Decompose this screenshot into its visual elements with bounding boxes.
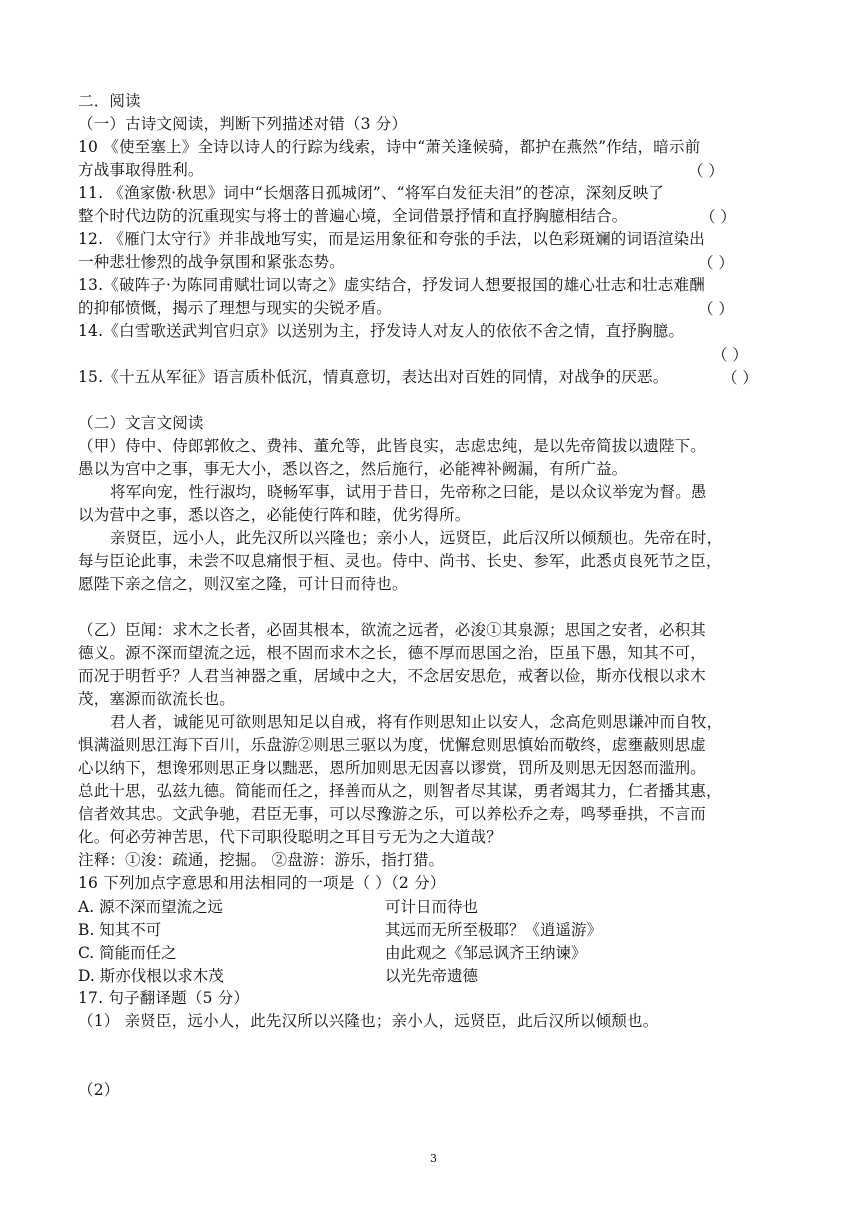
page-number: 3 [430,1152,437,1165]
passage-jia-line3: 将军向宠，性行淑均，晓畅军事，试用于昔日，先帝称之曰能，是以众议举宠为督。愚 [110,483,707,501]
q14-answer-blank[interactable]: （ ） [712,346,748,364]
passage-yi-line3: 而况于明哲乎？人君当神器之重，居域中之大，不念居安思危，戒奢以俭，斯亦伐根以求木 [78,667,707,685]
q16-option-d-left[interactable]: D. 斯亦伐根以求木茂 [78,967,224,985]
q11-line2: 整个时代边防的沉重现实与将士的普遍心境，全词借景抒情和直抒胸臆相结合。 [78,207,628,225]
passage-yi-line5: 君人者，诚能见可欲则思知足以自戒，将有作则思知止以安人，念高危则思谦冲而自牧， [110,713,723,731]
q16-option-b-left[interactable]: B. 知其不可 [78,921,162,939]
q12-line2: 一种悲壮惨烈的战争氛围和紧张态势。 [78,253,345,271]
passage-jia-line7: 愿陛下亲之信之，则汉室之隆，可计日而待也。 [78,575,408,593]
passage-yi-line7: 心以纳下，想谗邪则思正身以黜恶，恩所加则思无因喜以谬赏，罚所及则思无因怒而滥刑。 [78,759,707,777]
poetry-heading: （一）古诗文阅读，判断下列描述对错（3 分） [78,115,408,133]
q13-line2: 的抑郁愤慨，揭示了理想与现实的尖锐矛盾。 [78,299,393,317]
passage-jia-line4: 以为营中之事，悉以咨之，必能使行阵和睦，优劣得所。 [78,506,471,524]
passage-yi-line2: 德义。源不深而望流之远，根不固而求木之长，德不厚而思国之治，臣虽下愚，知其不可， [78,644,707,662]
passage-yi-line8: 总此十思，弘兹九德。简能而任之，择善而从之，则智者尽其谋，勇者竭其力，仁者播其惠， [78,782,722,800]
passage-jia-line1: （甲）侍中、侍郎郭攸之、费祎、董允等，此皆良实，志虑忠纯，是以先帝简拔以遗陛下。 [78,437,707,455]
passage-yi-line6: 惧满溢则思江海下百川，乐盘游②则思三驱以为度，忧懈怠则思慎始而敬终，虑壅蔽则思虚 [78,736,707,754]
q13-answer-blank[interactable]: （ ） [698,300,734,318]
q16-option-c-left[interactable]: C. 简能而任之 [78,944,177,962]
passage-jia-line5: 亲贤臣，远小人，此先汉所以兴隆也；亲小人，远贤臣，此后汉所以倾颓也。先帝在时， [110,529,723,547]
passage-yi-line9: 信者效其忠。文武争驰，君臣无事，可以尽豫游之乐，可以养松乔之寿，鸣琴垂拱，不言而 [78,805,707,823]
passage-yi-line10: 化。何必劳神苦思，代下司职役聪明之耳目亏无为之大道哉？ [78,828,502,846]
q16-option-c-right: 由此观之《邹忌讽齐王纳谏》 [385,944,587,962]
q17-stem: 17. 句子翻译题（5 分） [78,989,250,1007]
q10-line1: 10 《使至塞上》全诗以诗人的行踪为线索，诗中“萧关逢候骑，都护在燕然”作结，暗示前 [78,138,701,156]
passage-jia-line6: 每与臣论此事，未尝不叹息痛恨于桓、灵也。侍中、尚书、长史、参军，此悉贞良死节之臣， [78,552,722,570]
section-title: 二．阅读 [78,92,141,110]
q16-stem: 16 下列加点字意思和用法相同的一项是（ ）（2 分） [78,874,446,892]
q16-option-a-right: 可计日而待也 [385,898,479,916]
q17-item1: （1） 亲贤臣，远小人，此先汉所以兴隆也；亲小人，远贤臣，此后汉所以倾颓也。 [78,1012,659,1030]
q16-option-a-left[interactable]: A. 源不深而望流之远 [78,898,224,916]
q11-line1: 11. 《渔家傲·秋思》词中“长烟落日孤城闭”、“将军白发征夫泪”的苍凉，深刻反映了 [78,184,665,202]
q14-line1: 14.《白雪歌送武判官归京》以送别为主，抒发诗人对友人的依依不舍之情，直抒胸臆。 [78,322,685,340]
q16-option-d-right: 以光先帝遗德 [385,967,479,985]
q17-item2: （2） [78,1081,120,1099]
q15-answer-blank[interactable]: （ ） [722,369,758,387]
q10-line2: 方战事取得胜利。 [78,161,204,179]
annotation-notes: 注释：①浚：疏通，挖掘。 ②盘游：游乐，指打猎。 [78,851,445,869]
q13-line1: 13.《破阵子·为陈同甫赋壮词以寄之》虚实结合，抒发词人想要报国的雄心壮志和壮志难酬 [78,276,705,294]
passage-yi-line4: 茂，塞源而欲流长也。 [78,690,236,708]
q15-line1: 15.《十五从军征》语言质朴低沉，情真意切，表达出对百姓的同情，对战争的厌恶。 [78,368,669,386]
q10-answer-blank[interactable]: （ ） [688,162,724,180]
q16-option-b-right: 其远而无所至极耶？《逍遥游》 [385,921,603,939]
q12-line1: 12. 《雁门太守行》并非战地写实，而是运用象征和夸张的手法，以色彩斑斓的词语渲染出 [78,230,705,248]
classical-heading: （二）文言文阅读 [78,414,204,432]
q11-answer-blank[interactable]: （ ） [700,208,736,226]
q12-answer-blank[interactable]: （ ） [698,254,734,272]
passage-jia-line2: 愚以为宫中之事，事无大小，悉以咨之，然后施行，必能裨补阙漏，有所广益。 [78,460,628,478]
passage-yi-line1: （乙）臣闻：求木之长者，必固其根本，欲流之远者，必浚①其泉源；思国之安者，必积其 [78,621,707,639]
